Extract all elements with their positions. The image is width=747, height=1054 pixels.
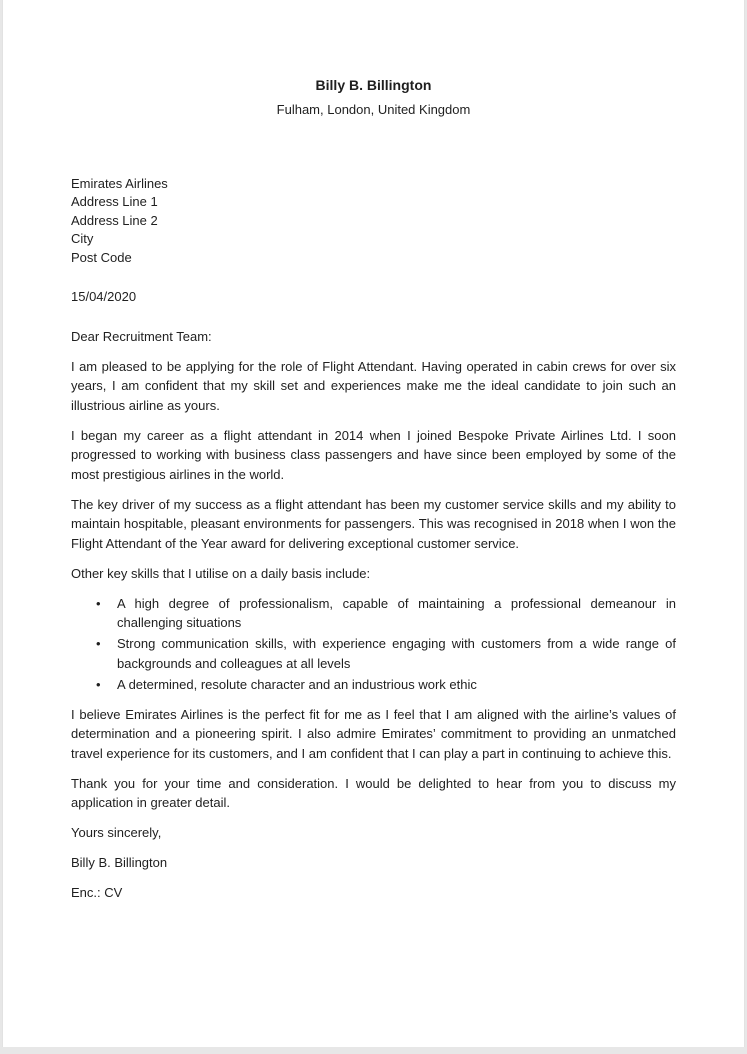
paragraph-fit: I believe Emirates Airlines is the perfect fit for me as I feel that I am aligned with the airline’s values of determination and a pioneering spirit. I also admire Emirates’ commitment to providing an unmatched travel experience for its customers, and I am confident that I can play a part in continuing to achieve this. bbox=[71, 706, 676, 761]
list-item: • Strong communication skills, with experience engaging with customers from a wide range of backgrounds and colleagues at all levels bbox=[117, 634, 676, 673]
letter-date: 15/04/2020 bbox=[71, 289, 137, 305]
signature-name: Billy B. Billington bbox=[71, 855, 168, 871]
salutation: Dear Recruitment Team: bbox=[71, 328, 212, 344]
letter-header bbox=[71, 0, 676, 119]
recipient-line: Address Line 1 bbox=[71, 194, 158, 210]
letter-page bbox=[2, 0, 745, 1047]
recipient-line: Emirates Airlines bbox=[71, 176, 168, 191]
sender-name: Billy B. Billington bbox=[315, 77, 432, 93]
paragraph-thanks: Thank you for your time and consideration. I would be delighted to hear from you to discuss my application in greater detail. bbox=[71, 775, 676, 811]
paragraph-success: The key driver of my success as a flight attendant has been my customer service skills and my ability to maintain hospitable, pleasant environments for passengers. This was recognised in 2018 when I won the Flight Attendant of the Year award for delivering exceptional customer service. bbox=[71, 496, 676, 551]
letter-content bbox=[3, 0, 744, 903]
recipient-address-block bbox=[71, 175, 676, 267]
list-item: • A high degree of professionalism, capable of maintaining a professional demeanour in challenging situations bbox=[117, 594, 676, 633]
recipient-line: City bbox=[71, 231, 94, 247]
list-item: • A determined, resolute character and an industrious work ethic bbox=[117, 675, 676, 695]
recipient-line: Post Code bbox=[71, 249, 132, 265]
paragraph-intro: I am pleased to be applying for the role of Flight Attendant. Having operated in cabin crews for over six years, I am confident that my skill set and experiences make me the ideal candidate to join such an illustrious airline as yours. bbox=[71, 358, 676, 413]
skills-list bbox=[71, 594, 676, 695]
enclosure-note: Enc.: CV bbox=[71, 885, 123, 901]
paragraph-career: I began my career as a flight attendant in 2014 when I joined Bespoke Private Airlines Ltd. I soon progressed to working with business class passengers and have since been employed by some of the most prestigious airlines in the world. bbox=[71, 427, 676, 482]
sender-location: Fulham, London, United Kingdom bbox=[276, 102, 471, 117]
skills-intro: Other key skills that I utilise on a daily basis include: bbox=[71, 565, 371, 581]
page-bottom-edge bbox=[0, 1047, 747, 1054]
signoff: Yours sincerely, bbox=[71, 825, 162, 841]
recipient-line: Address Line 2 bbox=[71, 212, 158, 228]
